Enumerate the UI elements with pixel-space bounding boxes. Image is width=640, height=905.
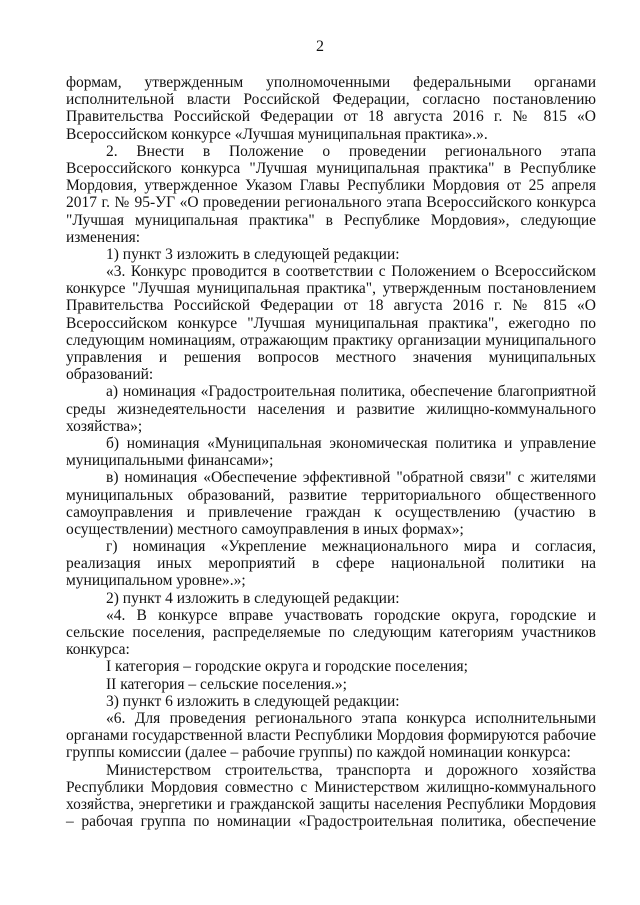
text-line: 1) пункт 3 изложить в следующей редакции: [106, 245, 400, 263]
document-body [66, 74, 596, 830]
text-line: Правительства Российской Федерации от 18 августа 2016 г. № 815 «О [66, 108, 596, 126]
text-line: изменения: [66, 228, 141, 246]
text-line: Всероссийского конкурса "Лучшая муниципальная практика" в Республике [66, 159, 596, 177]
text-line: 2) пункт 4 изложить в следующей редакции: [106, 589, 400, 607]
text-line: конкурса: [66, 641, 130, 659]
text-line: 3) пункт 6 изложить в следующей редакции: [106, 692, 400, 710]
text-line: реализация иных мероприятий в сфере национальной политики на [66, 555, 596, 573]
text-line: муниципальных образований, развитие территориального общественного [66, 486, 596, 504]
text-line: "Лучшая муниципальная практика" в Республике Мордовия», следующие [66, 211, 596, 229]
text-line: органами государственной власти Республики Мордовия формируются рабочие [66, 727, 596, 745]
text-line: следующим номинациям, отражающим практику организации муниципального [66, 331, 596, 349]
text-line: Правительства Российской Федерации от 18 августа 2016 г. № 815 «О [66, 297, 596, 315]
text-line: – рабочая группа по номинации «Градостроительная политика, обеспечение [66, 813, 596, 831]
text-line: осуществлении) местного самоуправления в иных формах»; [66, 520, 464, 538]
text-line: группы комиссии (далее – рабочие группы) по каждой номинации конкурса: [66, 744, 571, 762]
page-number: 2 [316, 38, 324, 55]
text-line: Республики Мордовия совместно с Министерством жилищно-коммунального [66, 778, 596, 796]
text-line: конкурсе "Лучшая муниципальная практика", утвержденным постановлением [66, 280, 596, 298]
text-line: г) номинация «Укрепление межнационального мира и согласия, [106, 538, 596, 556]
text-line: муниципальными финансами»; [66, 452, 274, 470]
text-line: формам, утвержденным уполномоченными федеральными органами [66, 74, 596, 91]
text-line: в) номинация «Обеспечение эффективной "обратной связи" с жителями [106, 469, 596, 487]
text-line: исполнительной власти Российской Федерации, согласно постановлению [66, 91, 596, 109]
text-line: «4. В конкурсе вправе участвовать городские округа, городские и [106, 606, 596, 624]
text-line: Министерством строительства, транспорта и дорожного хозяйства [106, 761, 596, 779]
text-line: сельские поселения, распределяемые по следующим категориям участников [66, 624, 596, 641]
text-line: хозяйства, энергетики и гражданской защиты населения Республики Мордовия [66, 795, 596, 813]
text-line: самоуправления и привлечение граждан к осуществлению (участию в [66, 503, 596, 521]
text-line: б) номинация «Муниципальная экономическая политика и управление [106, 434, 596, 452]
text-line: Мордовия, утвержденное Указом Главы Республики Мордовия от 25 апреля [66, 177, 596, 195]
text-line: II категория – сельские поселения.»; [106, 675, 347, 693]
text-line: Всероссийском конкурсе «Лучшая муниципальная практика».». [66, 125, 488, 143]
text-line: I категория – городские округа и городские поселения; [106, 658, 468, 676]
text-line: Всероссийском конкурсе "Лучшая муниципальная практика", ежегодно по [66, 314, 596, 332]
text-line: «3. Конкурс проводится в соответствии с Положением о Всероссийском [106, 263, 596, 281]
text-line: 2017 г. № 95-УГ «О проведении регионального этапа Всероссийского конкурса [66, 194, 596, 212]
text-line: «6. Для проведения регионального этапа конкурса исполнительными [106, 709, 596, 727]
text-line: муниципальном уровне».»; [66, 572, 246, 590]
text-line: хозяйства»; [66, 417, 143, 435]
text-line: 2. Внести в Положение о проведении регионального этапа [106, 142, 596, 160]
text-line: среды жизнедеятельности населения и развитие жилищно-коммунального [66, 400, 596, 418]
text-line: управления и решения вопросов местного значения муниципальных [66, 349, 596, 366]
text-line: образований: [66, 366, 154, 384]
text-line: а) номинация «Градостроительная политика, обеспечение благоприятной [106, 383, 596, 401]
